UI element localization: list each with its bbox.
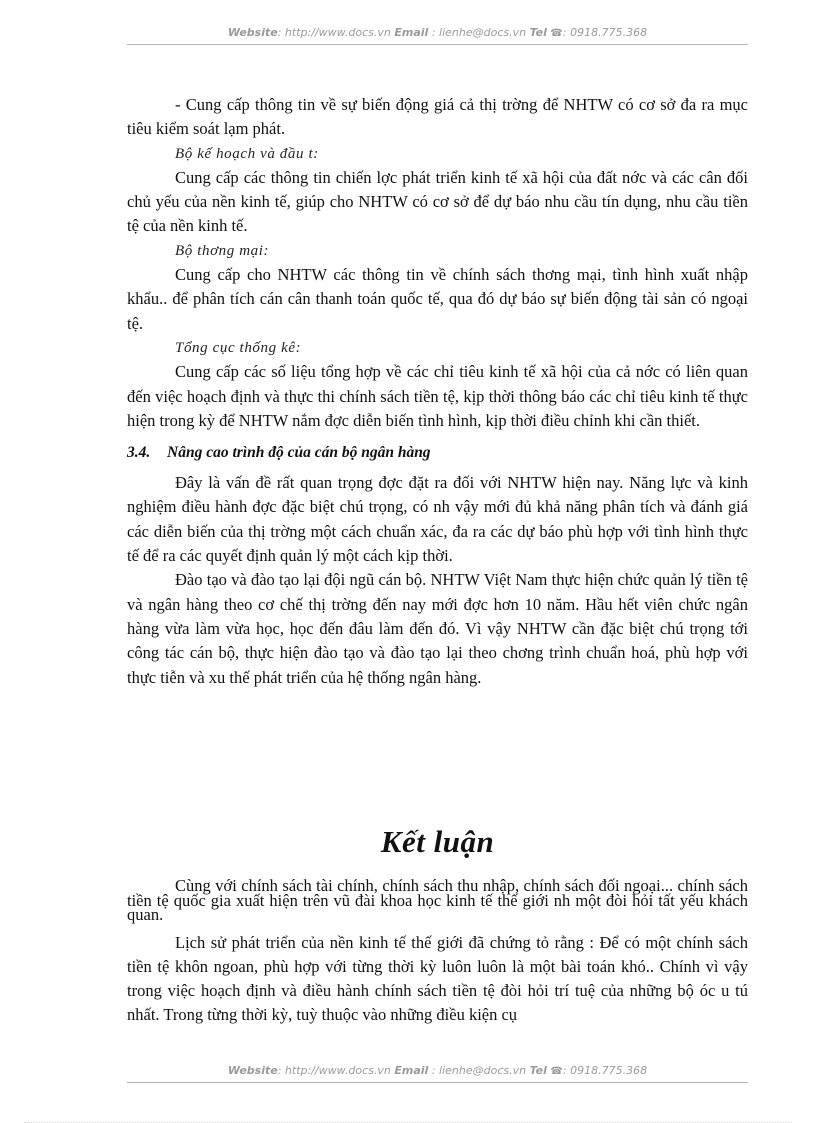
section-heading: [127, 441, 748, 465]
footer-tel-value: : 0918.775.368: [562, 1064, 648, 1077]
footer-rule: [127, 1082, 748, 1083]
body-paragraph: Đây là vấn đề rất quan trọng đợc đặt ra đối với NHTW hiện nay. Năng lực và kinh nghiệm điều hành đợc đặc biệt chú trọng, có nh vậy mới đủ khả năng phân tích và đánh giá các diễn biến của thị trờng một cách chuẩn xác, đa ra các dự báo phù hợp với tình hình thực tế để ra các quyết định quản lý một cách kịp thời.: [127, 473, 748, 566]
footer-email-label: Email: [394, 1064, 429, 1077]
body-paragraph: - Cung cấp thông tin về sự biến động giá cả thị trờng để NHTW có cơ sở đa ra mục tiêu kiểm soát lạm phát.: [127, 95, 748, 139]
conclusion-paragraph-1: Cùng với chính sách tài chính, chính sách thu nhập, chính sách đối ngoại... chính sách tiền tệ quốc gia xuất hiện trên vũ đài khoa học kinh tế thế giới nh một đòi hỏi tất yếu khách quan.: [127, 876, 748, 924]
body-paragraph: Cung cấp các số liệu tổng hợp về các chỉ tiêu kinh tế xã hội của cả nớc có liên quan đến việc hoạch định và thực thi chính sách tiền tệ, kịp thời thông báo các chỉ tiêu kinh tế thực hiện trong kỳ để NHTW nắm đợc diễn biến tình hình, kịp thời điều chỉnh khi cần thiết.: [127, 362, 748, 430]
agency-label: Bộ thơng mại:: [175, 242, 270, 259]
agency-label: Tổng cục thống kê:: [175, 339, 302, 356]
phone-icon: ☎: [550, 28, 563, 39]
header-tel-label: Tel: [529, 26, 547, 39]
footer-website-value: : http://www.docs.vn: [277, 1064, 391, 1077]
header-website-value: : http://www.docs.vn: [277, 26, 391, 39]
page-content: [127, 93, 748, 690]
footer-tel-label: Tel: [529, 1064, 547, 1077]
page-footer: [127, 1064, 748, 1079]
section-title: Nâng cao trình độ của cán bộ ngân hàng: [167, 444, 431, 462]
header-rule: [127, 44, 748, 45]
body-paragraph: Đào tạo và đào tạo lại đội ngũ cán bộ. NHTW Việt Nam thực hiện chức quản lý tiền tệ và ngân hàng theo cơ chế thị trờng đến nay mới đợc hơn 10 năm. Hầu hết viên chức ngân hàng vừa làm vừa học, học đến đâu làm đến đó. Vì vậy NHTW cần đặc biệt chú trọng tới công tác cán bộ, thực hiện đào tạo và đào tạo lại theo chơng trình chuẩn hoá, phù hợp với thực tiễn và xu thế phát triển của hệ thống ngân hàng.: [127, 570, 748, 687]
body-paragraph: Cung cấp các thông tin chiến lợc phát triển kinh tế xã hội của đất nớc và các cân đối chủ yếu của nền kinh tế, giúp cho NHTW có cơ sở để dự báo nhu cầu tín dụng, nhu cầu tiền tệ của nền kinh tế.: [127, 167, 748, 236]
header-email-label: Email: [394, 26, 429, 39]
header-email-value: : lienhe@docs.vn: [431, 26, 527, 39]
header-tel-value: : 0918.775.368: [562, 26, 648, 39]
page-header: [127, 26, 748, 41]
footer-website-label: Website: [227, 1064, 278, 1077]
conclusion-title: Kết luận: [380, 824, 495, 859]
agency-label: Bộ kế hoạch và đầu t:: [175, 145, 319, 162]
body-paragraph: Cung cấp cho NHTW các thông tin về chính sách thơng mại, tình hình xuất nhập khẩu.. để phân tích cán cân thanh toán quốc tế, qua đó dự báo sự biến động tài sản có ngoại tệ.: [127, 265, 748, 333]
phone-icon: ☎: [550, 1066, 563, 1077]
section-number: 3.4.: [127, 444, 151, 462]
header-website-label: Website: [227, 26, 278, 39]
conclusion-section: [127, 876, 748, 1028]
conclusion-paragraph-2: Lịch sử phát triển của nền kinh tế thế giới đã chứng tỏ rằng : Để có một chính sách tiền tệ khôn ngoan, phù hợp với từng thời kỳ luôn luôn là một bài toán khó.. Chính vì vậy trong việc hoạch định và điều hành chính sách tiền tệ đòi hỏi trí tuệ của những bộ óc u tú nhất. Trong từng thời kỳ, tuỳ thuộc vào những điều kiện cụ: [127, 932, 748, 1025]
footer-email-value: : lienhe@docs.vn: [431, 1064, 527, 1077]
